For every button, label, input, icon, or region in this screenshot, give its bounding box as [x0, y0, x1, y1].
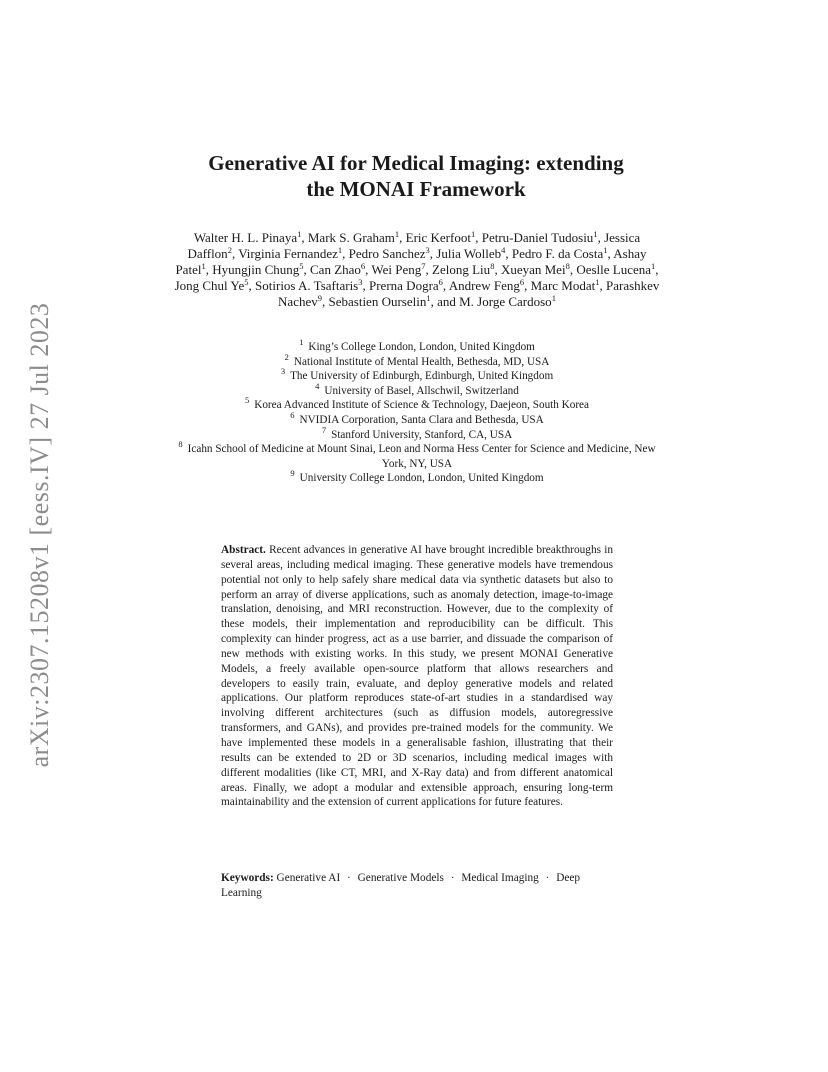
- author-name: Prerna Dogra$^6$: [369, 277, 443, 293]
- author-name: Wei Peng$^7$: [371, 261, 426, 277]
- affiliation-item: [170, 424, 664, 443]
- affiliation-text: NVIDIA Corporation, Santa Clara and Bethesda, USA: [299, 413, 544, 426]
- author-affiliation-mark: 1: [297, 229, 302, 239]
- abstract-text: Recent advances in generative AI have brought incredible breakthroughs in several areas, including medical imaging. These generative models have tremendous potential not only to help safely share medical data via synthetic datasets but also to perform an array of diverse applications, such as anomaly detection, image-to-image translation, denoising, and MRI reconstruction. However, due to the complexity of these models, their implementation and reproducibility can be difficult. This complexity can hinder progress, act as a use barrier, and dissuade the comparison of new methods with existing works. In this study, we present MONAI Generative Models, a freely available open-source platform that allows researchers and developers to easily train, evaluate, and deploy generative models and related applications. Our platform reproduces state-of-art studies in a standardised way involving different architectures (such as diffusion models, autoregressive transformers, and GANs), and provides pre-trained models for the community. We have implemented these models in a generalisable fashion, illustrating that their results can be extended to 2D or 3D scenarios, including medical images with different modalities (like CT, MRI, and X-Ray data) and from different anatomical areas. Finally, we adopt a modular and extensible approach, ensuring long-term maintainability and the extension of current applications for future features.: [221, 544, 613, 809]
- paper-title-line-2: the MONAI Framework: [306, 177, 526, 201]
- author-affiliation-mark: 6: [438, 277, 443, 287]
- author-affiliation-mark: 1: [593, 229, 598, 239]
- author-affiliation-mark: 1: [595, 277, 600, 287]
- author-name: Sotirios A. Tsaftaris$^3$: [255, 277, 363, 293]
- keywords: [221, 871, 613, 901]
- affiliation-text: Icahn School of Medicine at Mount Sinai, Leon and Norma Hess Center for Science and Medicine, New York, NY, USA: [187, 443, 656, 470]
- keyword-separator: ·: [347, 872, 351, 884]
- author-name: Ashay Patel$^1$: [175, 246, 647, 277]
- affiliation-text: Stanford University, Stanford, CA, USA: [331, 428, 513, 441]
- author-affiliation-mark: 1: [201, 261, 206, 271]
- keyword-item: Generative Models: [357, 872, 444, 884]
- affiliation-number: 3: [280, 366, 286, 377]
- author-name: Eric Kerfoot$^1$: [405, 229, 476, 245]
- author-affiliation-mark: 1: [551, 293, 556, 303]
- author-affiliation-mark: 1: [603, 245, 608, 255]
- abstract: [221, 543, 613, 810]
- author-affiliation-mark: 1: [651, 261, 656, 271]
- keyword-separator: ·: [545, 872, 550, 884]
- author-affiliation-mark: 9: [317, 293, 322, 303]
- affiliation-text: University of Basel, Allschwil, Switzerland: [324, 384, 519, 397]
- keyword-item: Medical Imaging: [461, 872, 539, 884]
- abstract-label: Abstract.: [221, 544, 266, 556]
- author-name: Xueyan Mei$^8$: [500, 261, 570, 277]
- affiliation-text: University College London, London, United Kingdom: [299, 472, 544, 485]
- author-affiliation-mark: 5: [244, 277, 249, 287]
- author-affiliation-mark: 1: [394, 229, 400, 239]
- author-affiliation-mark: 6: [519, 277, 525, 287]
- author-name: Marc Modat$^1$: [530, 277, 600, 293]
- keywords-label: Keywords:: [221, 872, 274, 884]
- author-affiliation-mark: 2: [227, 245, 232, 255]
- author-affiliation-mark: 1: [426, 293, 431, 303]
- author-name: Petru-Daniel Tudosiu$^1$: [481, 229, 598, 245]
- keyword-item: Generative AI: [276, 872, 341, 884]
- author-affiliation-mark: 4: [501, 245, 506, 255]
- author-name: Mark S. Graham$^1$: [307, 229, 400, 245]
- author-name: Andrew Feng$^6$: [448, 277, 525, 293]
- author-name: Oeslle Lucena$^1$: [576, 261, 656, 277]
- affiliation-text: National Institute of Mental Health, Bethesda, MD, USA: [293, 355, 550, 368]
- author-name: Sebastien Ourselin$^1$: [328, 293, 431, 309]
- keyword-separator: ·: [450, 872, 455, 884]
- author-affiliation-mark: 3: [425, 245, 430, 255]
- arxiv-identifier: [22, 296, 58, 774]
- author-name: Hyungjin Chung$^5$: [212, 261, 304, 277]
- affiliation-number: 9: [290, 468, 295, 479]
- author-name: Virginia Fernandez$^1$: [238, 245, 343, 261]
- author-affiliation-mark: 6: [360, 261, 366, 271]
- affiliation-text: Korea Advanced Institute of Science & Technology, Daejeon, South Korea: [254, 399, 589, 412]
- affiliation-number: 8: [178, 439, 183, 450]
- affiliation-item: [170, 439, 664, 471]
- affiliation-item: [170, 468, 664, 486]
- author-affiliation-mark: 8: [490, 261, 495, 271]
- paper-title: [150, 150, 682, 202]
- arxiv-identifier-text: arXiv:2307.15208v1 [eess.IV] 27 Jul 2023: [25, 302, 54, 768]
- author-name: Julia Wolleb$^4$: [436, 245, 506, 261]
- author-name: Pedro Sanchez$^3$: [348, 245, 430, 261]
- affiliation-item: [170, 409, 664, 428]
- author-name: Jessica Dafflon$^2$: [187, 230, 641, 261]
- affiliation-list: [170, 337, 664, 486]
- author-name: Zelong Liu$^8$: [432, 261, 495, 277]
- author-affiliation-mark: 8: [565, 261, 570, 271]
- affiliation-number: 2: [284, 351, 289, 362]
- affiliation-item: [170, 395, 664, 413]
- affiliation-text: King’s College London, London, United Kingdom: [308, 341, 535, 353]
- author-name: Can Zhao$^6$: [310, 261, 366, 277]
- affiliation-number: 1: [299, 337, 304, 347]
- author-name: Pedro F. da Costa$^1$: [511, 245, 608, 261]
- keyword-item: Deep Learning: [221, 872, 581, 899]
- author-name: Walter H. L. Pinaya$^1$: [193, 229, 302, 245]
- author-affiliation-mark: 3: [358, 277, 363, 287]
- author-affiliation-mark: 1: [337, 245, 343, 255]
- affiliation-number: 4: [315, 380, 320, 391]
- affiliation-number: 7: [321, 424, 327, 435]
- author-name: Parashkev Nachev$^9$: [278, 278, 660, 309]
- author-affiliation-mark: 1: [470, 229, 476, 239]
- paper-title-line-1: Generative AI for Medical Imaging: extending: [208, 151, 624, 175]
- author-affiliation-mark: 7: [421, 261, 426, 271]
- author-name: Jong Chul Ye$^5$: [174, 277, 249, 293]
- affiliation-text: The University of Edinburgh, Edinburgh, United Kingdom: [290, 370, 554, 383]
- author-list: Walter H. L. Pinaya$^1$, Mark S. Graham$^1$, Eric Kerfoot$^1$, Petru-Daniel Tudosiu$^1$, Jessica Dafflon$^2$, Virginia Fernandez$^1$, Pedro Sanchez$^3$, Julia Wolleb$^4$, Pedro F. da Costa$^1$, Ashay Patel$^1$, Hyungjin Chung$^5$, Can Zhao$^6$, Wei Peng$^7$, Zelong Liu$^8$, Xueyan Mei$^8$, Oeslle Lucena$^1$, Jong Chul Ye$^5$, Sotirios A. Tsaftaris$^3$, Prerna Dogra$^6$, Andrew Feng$^6$, Marc Modat$^1$, Parashkev Nachev$^9$, Sebastien Ourselin$^1$, and M. Jorge Cardoso$^1$: [174, 229, 660, 309]
- affiliation-item: [170, 366, 664, 384]
- affiliation-item: [170, 351, 664, 370]
- author-name: M. Jorge Cardoso$^1$: [459, 293, 556, 309]
- author-affiliation-mark: 5: [299, 261, 304, 271]
- affiliation-item: [170, 337, 664, 355]
- affiliation-number: 5: [245, 395, 250, 406]
- affiliation-number: 6: [290, 409, 295, 420]
